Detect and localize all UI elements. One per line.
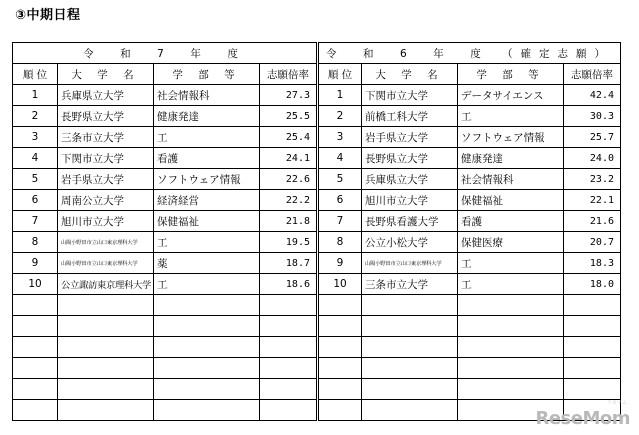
rank-cell: 3 (319, 127, 362, 148)
table-row (319, 127, 621, 148)
watermark-kana: リセマム (607, 400, 627, 406)
empty-cell (362, 379, 458, 400)
rank-cell: 5 (13, 169, 58, 190)
empty-cell (154, 400, 260, 421)
empty-cell (458, 316, 564, 337)
department-cell: 工 (154, 127, 260, 148)
ratio-cell: 25.7 (564, 127, 621, 148)
empty-row (13, 316, 317, 337)
department-cell: 工 (154, 232, 260, 253)
empty-cell (58, 358, 154, 379)
table-row (13, 190, 317, 211)
rank-cell: 4 (319, 148, 362, 169)
table-row (13, 169, 317, 190)
department-cell: 保健福祉 (154, 211, 260, 232)
ratio-cell: 42.4 (564, 85, 621, 106)
department-cell: 工 (458, 274, 564, 295)
empty-cell (58, 295, 154, 316)
year-header-left: 令 和 7 年 度 (13, 43, 317, 64)
empty-cell (58, 316, 154, 337)
empty-cell (260, 400, 317, 421)
empty-cell (362, 316, 458, 337)
department-cell: 健康発達 (154, 106, 260, 127)
department-cell: ソフトウェア情報 (154, 169, 260, 190)
table-row (319, 211, 621, 232)
department-cell: データサイエンス (458, 85, 564, 106)
table-row (13, 274, 317, 295)
table-row (319, 148, 621, 169)
rank-cell: 10 (319, 274, 362, 295)
empty-cell (260, 358, 317, 379)
empty-row (13, 337, 317, 358)
empty-cell (458, 295, 564, 316)
empty-cell (362, 337, 458, 358)
empty-cell (564, 316, 621, 337)
empty-cell (319, 379, 362, 400)
table-row (319, 106, 621, 127)
empty-row (319, 295, 621, 316)
empty-cell (319, 400, 362, 421)
university-cell: 周南公立大学 (58, 190, 154, 211)
rank-cell: 1 (13, 85, 58, 106)
ratio-cell: 22.1 (564, 190, 621, 211)
table-row (13, 148, 317, 169)
empty-cell (154, 379, 260, 400)
department-cell: 工 (458, 253, 564, 274)
year-header-right: 令 和 6 年 度 （確定志願） (319, 43, 621, 64)
rank-cell: 8 (13, 232, 58, 253)
department-cell: 看護 (458, 211, 564, 232)
ratio-cell: 18.0 (564, 274, 621, 295)
ratio-cell: 22.2 (260, 190, 317, 211)
empty-cell (260, 337, 317, 358)
university-cell: 山陽小野田市立山口東京理科大学 (58, 253, 154, 274)
empty-row (13, 295, 317, 316)
university-cell: 兵庫県立大学 (58, 85, 154, 106)
header-university: 大 学 名 (58, 64, 154, 85)
empty-cell (458, 358, 564, 379)
empty-cell (362, 295, 458, 316)
university-cell: 岩手県立大学 (362, 127, 458, 148)
department-cell: 経済経営 (154, 190, 260, 211)
empty-cell (564, 337, 621, 358)
table-row (319, 85, 621, 106)
empty-cell (154, 337, 260, 358)
department-cell: 工 (154, 274, 260, 295)
page-title: ③中期日程 (15, 8, 81, 23)
department-cell: 社会情報科 (154, 85, 260, 106)
university-cell: 公立諏訪東京理科大学 (58, 274, 154, 295)
empty-cell (458, 337, 564, 358)
header-university: 大 学 名 (362, 64, 458, 85)
department-cell: 社会情報科 (458, 169, 564, 190)
department-cell: 看護 (154, 148, 260, 169)
rank-cell: 4 (13, 148, 58, 169)
rank-cell: 5 (319, 169, 362, 190)
university-cell: 長野県立大学 (362, 148, 458, 169)
table-row (319, 232, 621, 253)
rank-cell: 7 (13, 211, 58, 232)
rank-cell: 10 (13, 274, 58, 295)
department-cell: 健康発達 (458, 148, 564, 169)
resemom-watermark: ReseMom (535, 408, 630, 429)
empty-cell (319, 295, 362, 316)
rank-cell: 1 (319, 85, 362, 106)
empty-row (319, 337, 621, 358)
empty-cell (13, 358, 58, 379)
university-cell: 三条市立大学 (58, 127, 154, 148)
rank-cell: 2 (319, 106, 362, 127)
department-cell: 工 (458, 106, 564, 127)
table-row (13, 253, 317, 274)
university-cell: 長野県看護大学 (362, 211, 458, 232)
table-row (319, 253, 621, 274)
ratio-cell: 25.5 (260, 106, 317, 127)
ratio-cell: 24.1 (260, 148, 317, 169)
header-ratio: 志願倍率 (260, 64, 317, 85)
table-row (319, 169, 621, 190)
empty-cell (58, 400, 154, 421)
department-cell: ソフトウェア情報 (458, 127, 564, 148)
university-cell: 山陽小野田市立山口東京理科大学 (362, 253, 458, 274)
empty-cell (13, 295, 58, 316)
empty-cell (260, 295, 317, 316)
empty-cell (260, 316, 317, 337)
ratio-cell: 27.3 (260, 85, 317, 106)
ratio-cell: 24.0 (564, 148, 621, 169)
rank-cell: 8 (319, 232, 362, 253)
empty-cell (13, 379, 58, 400)
ratio-cell: 30.3 (564, 106, 621, 127)
header-rank: 順 位 (319, 64, 362, 85)
rank-cell: 7 (319, 211, 362, 232)
university-cell: 前橋工科大学 (362, 106, 458, 127)
ratio-cell: 19.5 (260, 232, 317, 253)
ranking-table-right (318, 42, 621, 421)
empty-cell (154, 358, 260, 379)
empty-cell (13, 316, 58, 337)
empty-cell (13, 337, 58, 358)
university-cell: 山陽小野田市立山口東京理科大学 (58, 232, 154, 253)
rank-cell: 6 (13, 190, 58, 211)
empty-cell (154, 295, 260, 316)
empty-row (13, 400, 317, 421)
university-cell: 下関市立大学 (362, 85, 458, 106)
university-cell: 長野県立大学 (58, 106, 154, 127)
ratio-cell: 23.2 (564, 169, 621, 190)
table-row (319, 190, 621, 211)
empty-row (319, 379, 621, 400)
empty-row (319, 358, 621, 379)
ratio-cell: 18.7 (260, 253, 317, 274)
header-department: 学 部 等 (458, 64, 564, 85)
empty-row (319, 316, 621, 337)
rank-cell: 2 (13, 106, 58, 127)
rank-cell: 9 (319, 253, 362, 274)
empty-cell (319, 337, 362, 358)
university-cell: 兵庫県立大学 (362, 169, 458, 190)
department-cell: 保健医療 (458, 232, 564, 253)
department-cell: 薬 (154, 253, 260, 274)
rank-cell: 3 (13, 127, 58, 148)
empty-cell (154, 316, 260, 337)
ratio-cell: 18.6 (260, 274, 317, 295)
header-department: 学 部 等 (154, 64, 260, 85)
rank-cell: 6 (319, 190, 362, 211)
header-rank: 順 位 (13, 64, 58, 85)
empty-cell (362, 358, 458, 379)
empty-row (13, 379, 317, 400)
table-row (13, 211, 317, 232)
column-header-row-left (13, 64, 317, 85)
table-row (13, 127, 317, 148)
university-cell: 下関市立大学 (58, 148, 154, 169)
empty-cell (58, 337, 154, 358)
table-row (13, 232, 317, 253)
table-row (319, 274, 621, 295)
rank-cell: 9 (13, 253, 58, 274)
empty-cell (564, 358, 621, 379)
ratio-cell: 18.3 (564, 253, 621, 274)
empty-cell (564, 295, 621, 316)
empty-cell (13, 400, 58, 421)
ranking-table-left (12, 42, 317, 421)
header-ratio: 志願倍率 (564, 64, 621, 85)
column-header-row-right (319, 64, 621, 85)
university-cell: 三条市立大学 (362, 274, 458, 295)
university-cell: 岩手県立大学 (58, 169, 154, 190)
empty-row (13, 358, 317, 379)
university-cell: 公立小松大学 (362, 232, 458, 253)
ratio-cell: 25.4 (260, 127, 317, 148)
table-row (13, 106, 317, 127)
university-cell: 旭川市立大学 (58, 211, 154, 232)
empty-cell (58, 379, 154, 400)
empty-cell (458, 379, 564, 400)
ratio-cell: 21.8 (260, 211, 317, 232)
empty-cell (319, 358, 362, 379)
empty-cell (319, 316, 362, 337)
empty-cell (564, 379, 621, 400)
ratio-cell: 21.6 (564, 211, 621, 232)
department-cell: 保健福祉 (458, 190, 564, 211)
ratio-cell: 22.6 (260, 169, 317, 190)
empty-cell (362, 400, 458, 421)
empty-cell (260, 379, 317, 400)
ratio-cell: 20.7 (564, 232, 621, 253)
table-row (13, 85, 317, 106)
university-cell: 旭川市立大学 (362, 190, 458, 211)
